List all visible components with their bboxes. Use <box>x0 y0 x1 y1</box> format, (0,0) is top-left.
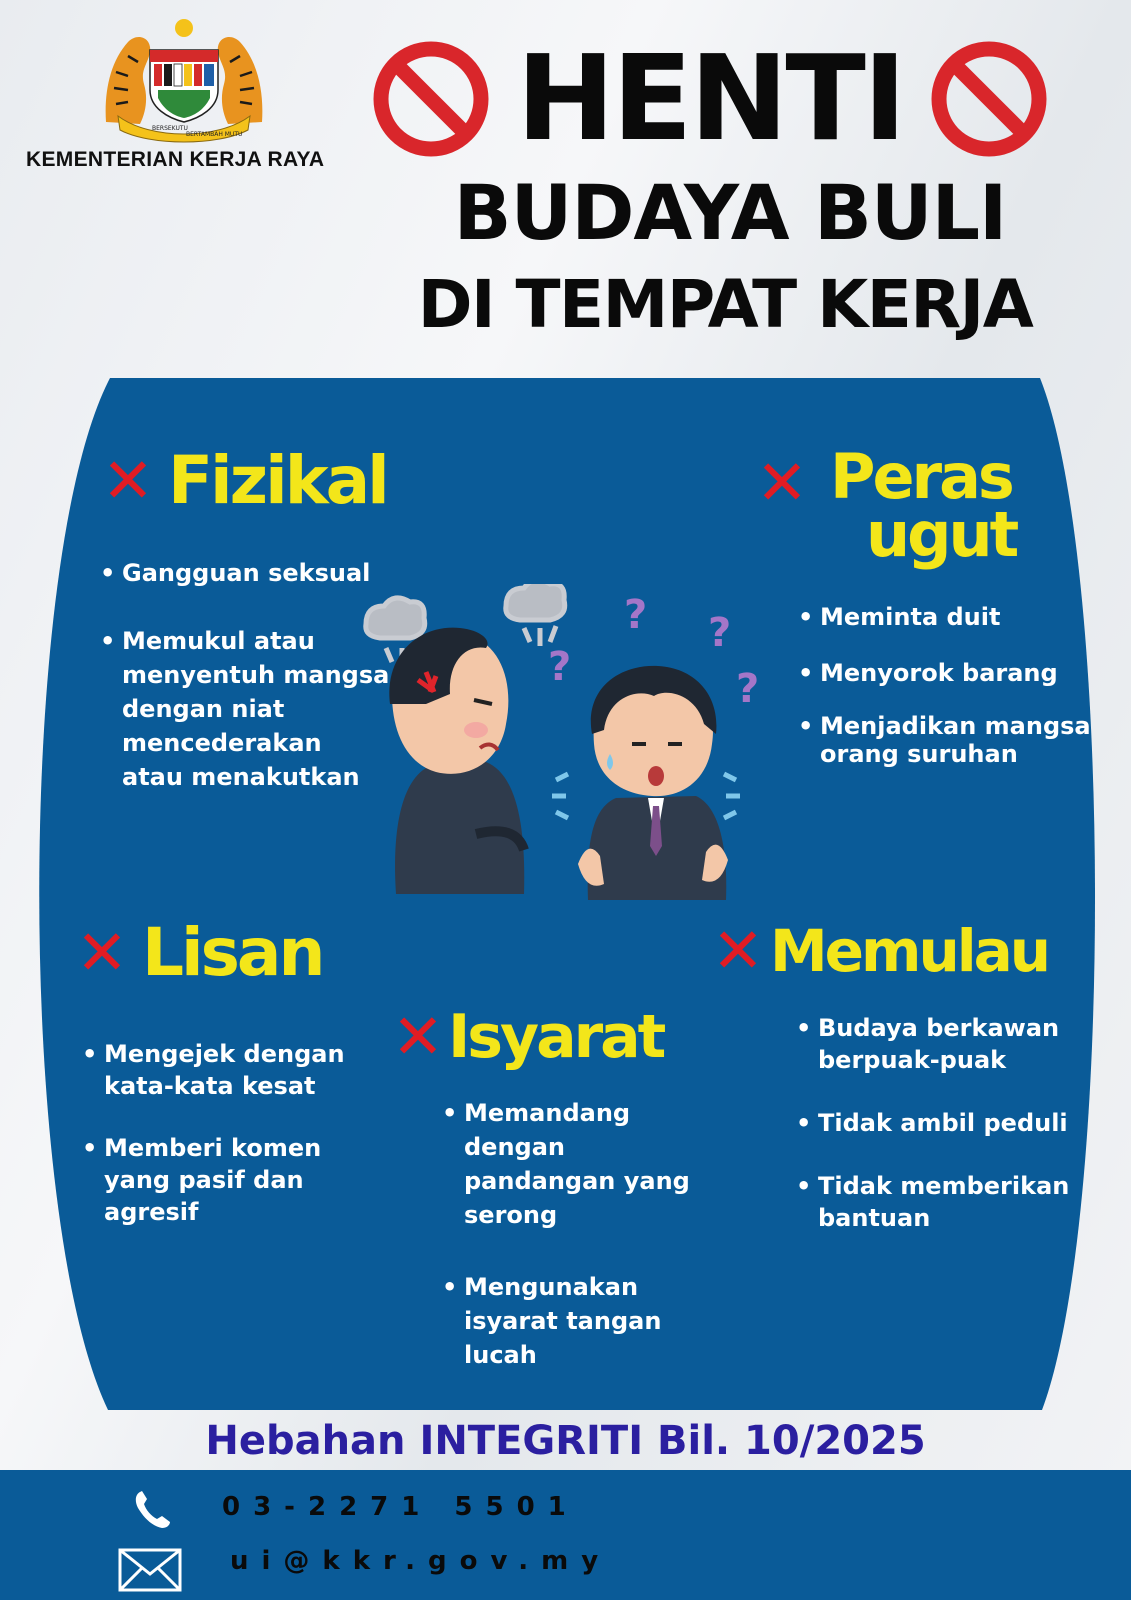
hebahan-integriti: Hebahan INTEGRITI Bil. 10/2025 <box>205 1418 926 1464</box>
list-item: • Memandang dengan pandangan yang serong <box>442 1096 714 1232</box>
svg-text:?: ? <box>548 644 572 690</box>
category-lisan-heading <box>76 914 323 991</box>
stop-sign-icon <box>930 40 1048 158</box>
title-henti: HENTI <box>516 29 904 167</box>
email-address[interactable]: ui@kkr.gov.my <box>230 1546 612 1576</box>
list-fizikal <box>100 556 390 794</box>
category-title-peras: Peras <box>830 440 1012 513</box>
title-di-tempat-kerja: DI TEMPAT KERJA <box>417 266 1033 343</box>
list-item: • Menyorok barang <box>798 656 1098 690</box>
phone-icon <box>132 1488 172 1530</box>
list-item: • Menjadikan mangsa orang suruhan <box>798 712 1098 768</box>
svg-text:?: ? <box>624 592 648 638</box>
crest-motto-left: BERSEKUTU <box>152 125 188 132</box>
list-item: • Budaya berkawan berpuak-puak <box>796 1012 1098 1076</box>
cross-icon: ✕ <box>102 444 154 517</box>
coat-of-arms-logo <box>100 12 268 144</box>
list-item: • Tidak memberikan bantuan <box>796 1170 1098 1234</box>
category-isyarat-heading <box>392 1000 664 1073</box>
stop-sign-icon <box>372 40 490 158</box>
list-memulau <box>796 1012 1098 1234</box>
list-item: • Mengunakan isyarat tangan lucah <box>442 1270 714 1372</box>
crest-motto-right: BERTAMBAH MUTU <box>186 131 243 138</box>
category-fizikal-heading <box>102 442 387 519</box>
category-title-fizikal: Fizikal <box>167 442 387 519</box>
category-title-ugut: ugut <box>866 498 1017 571</box>
cross-icon: ✕ <box>392 1000 444 1073</box>
list-item: • Memukul atau menyentuh mangsa dengan niat mencederakan atau menakutkan <box>100 624 390 794</box>
svg-text:?: ? <box>736 666 760 712</box>
list-isyarat <box>442 1096 714 1372</box>
ministry-name: KEMENTERIAN KERJA RAYA <box>26 148 325 171</box>
cross-icon: ✕ <box>712 914 764 987</box>
phone-number[interactable]: 03-2271 5501 <box>222 1492 579 1522</box>
list-item: • Meminta duit <box>798 600 1098 634</box>
category-title-lisan: Lisan <box>141 914 323 991</box>
list-item: • Memberi komen yang pasif dan agresif <box>82 1132 362 1228</box>
footer-bar <box>0 1470 1131 1600</box>
category-memulau-heading <box>712 914 1049 987</box>
cross-icon: ✕ <box>76 916 128 989</box>
category-title-isyarat: Isyarat <box>447 1002 664 1072</box>
mail-icon <box>118 1548 182 1592</box>
cross-icon: ✕ <box>756 446 808 519</box>
list-item: • Mengejek dengan kata-kata kesat <box>82 1038 362 1102</box>
svg-text:?: ? <box>708 610 732 656</box>
title-budaya-buli: BUDAYA BULI <box>453 168 1007 257</box>
bullying-illustration <box>356 584 776 914</box>
list-peras-ugut <box>798 600 1098 768</box>
category-title-memulau: Memulau <box>769 917 1049 985</box>
list-lisan <box>82 1038 362 1228</box>
list-item: • Gangguan seksual <box>100 556 390 590</box>
list-item: • Tidak ambil peduli <box>796 1106 1098 1140</box>
